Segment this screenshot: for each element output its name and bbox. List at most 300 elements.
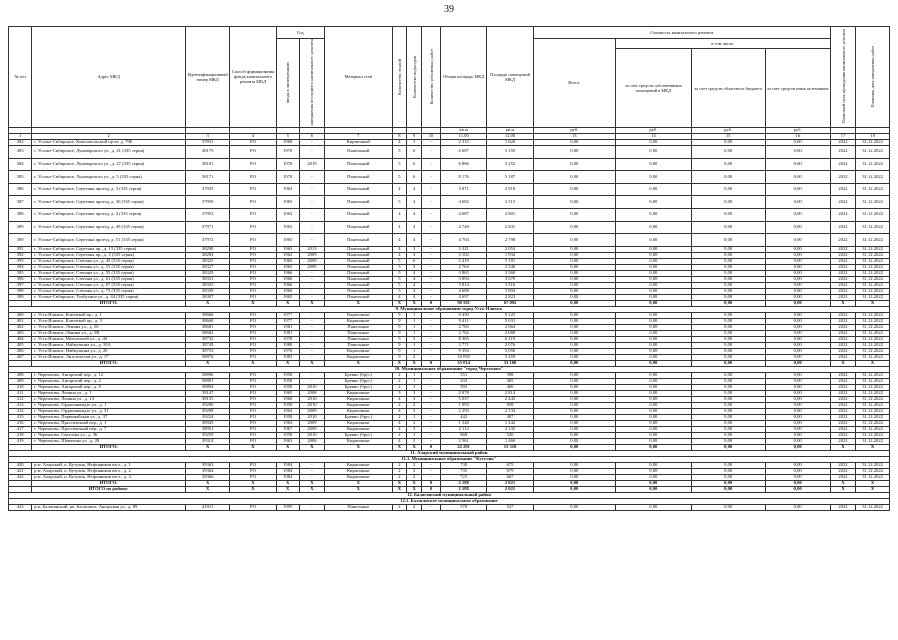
entrances: 4 [407, 183, 422, 196]
fund-method: РО [230, 462, 276, 468]
area-total: 4 748 [440, 221, 486, 234]
mkd-id: 38327 [186, 264, 230, 270]
year-repaired: - [299, 312, 324, 318]
year-repaired: - [299, 145, 324, 158]
plan-year: 2022 [830, 145, 855, 158]
plan-year: 2022 [830, 504, 855, 510]
wall-material: Кирпичные [325, 462, 392, 468]
fund-method: РО [230, 221, 276, 234]
cost-total: 0,00 [533, 378, 615, 384]
row-number: 412 [9, 396, 32, 402]
cost-total: 0,00 [533, 432, 615, 438]
floors: 5 [392, 336, 407, 342]
year-repaired: - [299, 324, 324, 330]
fund-method: РО [230, 330, 276, 336]
repairs-count: - [422, 438, 441, 444]
plan-year: 2022 [830, 234, 855, 247]
area-total: 8 176 [440, 171, 486, 184]
area-living: 679 [487, 468, 533, 474]
area-total: 5 419 [440, 258, 486, 264]
year-repaired: - [299, 318, 324, 324]
plan-end-date: 31.12.2022 [856, 252, 890, 258]
total-mkd-id: X [186, 486, 230, 492]
total-floors: X [392, 486, 407, 492]
repairs-count: - [422, 372, 441, 378]
cost-region: 0,00 [691, 246, 765, 252]
cost-region: 0,00 [691, 276, 765, 282]
plan-year: 2022 [830, 246, 855, 252]
mkd-id: 39200 [186, 402, 230, 408]
cost-other: 0,00 [765, 420, 830, 426]
total-fund-method: X [230, 360, 276, 366]
cost-other: 0,00 [765, 158, 830, 171]
area-total: 2 764 [440, 264, 486, 270]
repairs-count: - [422, 171, 441, 184]
area-total: 8 365 [440, 336, 486, 342]
year-built: 1980 [276, 342, 299, 348]
repairs-count: - [422, 474, 441, 480]
area-living: 3 516 [487, 282, 533, 288]
plan-end-date: 31.12.2022 [856, 426, 890, 432]
repairs-count: - [422, 312, 441, 318]
column-number: 1 [9, 133, 32, 139]
area-total: 9 411 [440, 318, 486, 324]
cost-region: 0,00 [691, 171, 765, 184]
cost-total: 0,00 [533, 288, 615, 294]
repairs-count: - [422, 196, 441, 209]
cost-own: 0,00 [615, 354, 691, 360]
table-body [9, 139, 890, 510]
total-plan-year: X [830, 480, 855, 486]
area-total: 3 814 [440, 282, 486, 288]
cost-other: 0,00 [765, 264, 830, 270]
entrances: 4 [407, 282, 422, 288]
header-year-repair: завершения последнего капитального ремонта [299, 39, 324, 128]
total-plan-year: X [830, 360, 855, 366]
cost-other: 0,00 [765, 390, 830, 396]
wall-material: Панельный [325, 294, 392, 300]
year-repaired: - [299, 348, 324, 354]
area-total: 868 [440, 432, 486, 438]
plan-end-date: 31.12.2022 [856, 432, 890, 438]
total-address: ИТОГО: [32, 444, 186, 450]
row-number: 385 [9, 171, 32, 184]
address: г. Черемхово, Орджоникидзе ул., д. 1 [32, 402, 186, 408]
fund-method: РО [230, 426, 276, 432]
total-year-repaired: X [299, 444, 324, 450]
column-number: 16 [765, 133, 830, 139]
wall-material: Кирпичные [325, 420, 392, 426]
floors: 5 [392, 171, 407, 184]
total-area-living: 2 021 [487, 486, 533, 492]
floors: 4 [392, 208, 407, 221]
area-living: 675 [487, 462, 533, 468]
address: г. Усолье-Сибирское, Степана ул., д. 51 (335 серия) [32, 264, 186, 270]
cost-total: 0,00 [533, 372, 615, 378]
header-year-build: ввода в эксплуатацию [276, 39, 299, 128]
cost-region: 0,00 [691, 282, 765, 288]
cost-total: 0,00 [533, 139, 615, 145]
year-repaired: - [299, 336, 324, 342]
fund-method: РО [230, 378, 276, 384]
total-mkd-id: X [186, 360, 230, 366]
area-total: 4 682 [440, 196, 486, 209]
year-built: 1966 [276, 282, 299, 288]
cost-other: 0,00 [765, 408, 830, 414]
cost-other: 0,00 [765, 276, 830, 282]
fund-method: РО [230, 270, 276, 276]
cost-other: 0,00 [765, 270, 830, 276]
plan-year: 2022 [830, 183, 855, 196]
plan-end-date: 31.12.2022 [856, 196, 890, 209]
area-total: 3 894 [440, 276, 486, 282]
year-repaired: - [299, 221, 324, 234]
fund-method: РО [230, 408, 276, 414]
cost-region: 0,00 [691, 378, 765, 384]
year-built: 1977 [276, 318, 299, 324]
cost-own: 0,00 [615, 408, 691, 414]
mkd-id: 38181 [186, 158, 230, 171]
total-wall-material: X [325, 480, 392, 486]
address: г. Усть-Илимск, Ленина ул., д. 5В [32, 330, 186, 336]
year-repaired: 2009 [299, 420, 324, 426]
cost-other: 0,00 [765, 145, 830, 158]
cost-total: 0,00 [533, 258, 615, 264]
address: г. Усолье-Сибирское, Степана ул., д. 67 (335 серия) [32, 282, 186, 288]
year-repaired: 2010 [299, 432, 324, 438]
cost-region: 0,00 [691, 196, 765, 209]
fund-method: РО [230, 171, 276, 184]
repairs-count: - [422, 258, 441, 264]
address: г. Усолье-Сибирское, Серегина пр., д. 13 (335 серия) [32, 246, 186, 252]
mkd-id: 38339 [186, 288, 230, 294]
entrances: 6 [407, 171, 422, 184]
total-area-total: 2 188 [440, 480, 486, 486]
row-number: 398 [9, 288, 32, 294]
year-built: 1983 [276, 354, 299, 360]
total-cost-total: 0,00 [533, 444, 615, 450]
area-living: 3 560 [487, 270, 533, 276]
year-repaired: - [299, 276, 324, 282]
total-plan-end-date: X [856, 300, 890, 306]
total-cost-total: 0,00 [533, 480, 615, 486]
address: г. Усолье-Сибирское, Серегина проезд, д. 49 (335 серия) [32, 221, 186, 234]
year-built: 1965 [276, 390, 299, 396]
cost-total: 0,00 [533, 342, 615, 348]
cost-own: 0,00 [615, 438, 691, 444]
column-number: 17 [830, 133, 855, 139]
total-cost-other: 0,00 [765, 300, 830, 306]
year-built: 1967 [276, 426, 299, 432]
entrances: 1 [407, 312, 422, 318]
mkd-id: 39208 [186, 408, 230, 414]
cost-total: 0,00 [533, 462, 615, 468]
wall-material: Кирпичный [325, 139, 392, 145]
plan-year: 2022 [830, 462, 855, 468]
mkd-id: 37953 [186, 208, 230, 221]
plan-end-date: 31.12.2022 [856, 402, 890, 408]
year-built: 1981 [276, 330, 299, 336]
year-built: 1963 [276, 438, 299, 444]
address: г. Черемхово, Проспектный пер., д. 1 [32, 420, 186, 426]
total-year-built: X [276, 300, 299, 306]
year-built: 1968 [276, 139, 299, 145]
plan-year: 2022 [830, 354, 855, 360]
cost-other: 0,00 [765, 474, 830, 480]
area-living: 406 [487, 384, 533, 390]
fund-method: РО [230, 234, 276, 247]
repairs-count: - [422, 246, 441, 252]
header-cost-sub: в том числе: [615, 39, 830, 49]
row-number: 419 [9, 438, 32, 444]
total-entrances: X [407, 480, 422, 486]
repairs-count: - [422, 390, 441, 396]
area-living: 5 252 [487, 158, 533, 171]
plan-end-date: 31.12.2022 [856, 408, 890, 414]
cost-own: 0,00 [615, 330, 691, 336]
repairs-count: - [422, 432, 441, 438]
area-total: 3 102 [440, 252, 486, 258]
year-built: 1965 [276, 196, 299, 209]
plan-end-date: 31.12.2022 [856, 158, 890, 171]
row-number: 414 [9, 408, 32, 414]
cost-own: 0,00 [615, 420, 691, 426]
plan-end-date: 31.12.2022 [856, 384, 890, 390]
address: г. Черемхово, Ленина ул., д. 13 [32, 396, 186, 402]
cost-total: 0,00 [533, 318, 615, 324]
wall-material: Кирпичные [325, 348, 392, 354]
cost-own: 0,00 [615, 342, 691, 348]
wall-material: Бревно (брус) [325, 384, 392, 390]
mkd-id: 38896 [186, 372, 230, 378]
cost-own: 0,00 [615, 474, 691, 480]
plan-year: 2022 [830, 336, 855, 342]
cost-own: 0,00 [615, 312, 691, 318]
wall-material: Панельный [325, 158, 392, 171]
floors: 2 [392, 474, 407, 480]
address: г. Черемхово, Шевченко ул., д. 28 [32, 438, 186, 444]
area-living: 527 [487, 504, 533, 510]
table-row [9, 171, 890, 184]
plan-end-date: 31.12.2022 [856, 208, 890, 221]
wall-material: Кирпичные [325, 408, 392, 414]
fund-method: РО [230, 208, 276, 221]
mkd-id: 38397 [186, 294, 230, 300]
fund-method: РО [230, 336, 276, 342]
address: г. Усть-Илимск, Энтузиастов ул., д. 17 [32, 354, 186, 360]
floors: 5 [392, 196, 407, 209]
floors: 4 [392, 438, 407, 444]
cost-region: 0,00 [691, 504, 765, 510]
cost-region: 0,00 [691, 183, 765, 196]
header-floors: Количество этажей [392, 27, 407, 128]
area-living: 2 076 [487, 342, 533, 348]
total-area-living: 2 021 [487, 480, 533, 486]
fund-method: РО [230, 474, 276, 480]
entrances: 4 [407, 208, 422, 221]
entrances: 1 [407, 342, 422, 348]
header-repairs-count: Количество ремонтных работ [422, 27, 441, 128]
total-repairs-count: 0 [422, 480, 441, 486]
plan-year: 2022 [830, 258, 855, 264]
cost-own: 0,00 [615, 504, 691, 510]
cost-other: 0,00 [765, 354, 830, 360]
area-total: 3 321 [440, 246, 486, 252]
cost-total: 0,00 [533, 282, 615, 288]
fund-method: РО [230, 258, 276, 264]
cost-total: 0,00 [533, 234, 615, 247]
cost-total: 0,00 [533, 438, 615, 444]
year-built: 1962 [276, 208, 299, 221]
mkd-id: 37972 [186, 234, 230, 247]
area-living: 5 031 [487, 318, 533, 324]
total-cost-other: 0,00 [765, 444, 830, 450]
mkd-id: 37971 [186, 221, 230, 234]
total-floors: X [392, 360, 407, 366]
cost-total: 0,00 [533, 145, 615, 158]
year-repaired: - [299, 354, 324, 360]
address: г. Усть-Илимск, Ключевой пр., д. 1 [32, 312, 186, 318]
repairs-count: - [422, 282, 441, 288]
plan-end-date: 31.12.2022 [856, 354, 890, 360]
entrances: 6 [407, 145, 422, 158]
fund-method: РО [230, 384, 276, 390]
year-built: 1981 [276, 324, 299, 330]
cost-region: 0,00 [691, 462, 765, 468]
total-year-repaired: X [299, 480, 324, 486]
row-number: 406 [9, 348, 32, 354]
fund-method: РО [230, 438, 276, 444]
area-total: 570 [440, 504, 486, 510]
column-number: 6 [299, 133, 324, 139]
cost-own: 0,00 [615, 270, 691, 276]
year-built: 1962 [276, 252, 299, 258]
total-floors: X [392, 444, 407, 450]
cost-total: 0,00 [533, 276, 615, 282]
cost-total: 0,00 [533, 183, 615, 196]
cost-region: 0,00 [691, 408, 765, 414]
fund-method: РО [230, 288, 276, 294]
wall-material: Панельный [325, 276, 392, 282]
cost-region: 0,00 [691, 294, 765, 300]
area-living: 405 [487, 378, 533, 384]
address: г. Черемхово, Орджоникидзе ул., д. 31 [32, 408, 186, 414]
entrances: 2 [407, 402, 422, 408]
row-number: 388 [9, 208, 32, 221]
address: г. Усолье-Сибирское, Луначарского ул., д. 5 (335 серия) [32, 171, 186, 184]
plan-end-date: 31.12.2022 [856, 288, 890, 294]
repairs-count: - [422, 426, 441, 432]
year-repaired: 2019 [299, 158, 324, 171]
cost-other: 0,00 [765, 414, 830, 420]
total-area-total: 55 014 [440, 360, 486, 366]
fund-method: РО [230, 396, 276, 402]
plan-year: 2022 [830, 158, 855, 171]
unit-cost-other: руб. [765, 127, 830, 133]
wall-material: Панельный [325, 221, 392, 234]
cost-total: 0,00 [533, 270, 615, 276]
area-living: 2 540 [487, 264, 533, 270]
entrances: 4 [407, 288, 422, 294]
header-address: Адрес МКД [32, 27, 186, 128]
plan-end-date: 31.12.2022 [856, 468, 890, 474]
row-number: 405 [9, 342, 32, 348]
cost-total: 0,00 [533, 384, 615, 390]
section-heading: 12.1. Балаганское муниципальное образование [9, 498, 890, 504]
column-number: 5 [276, 133, 299, 139]
fund-method: РО [230, 342, 276, 348]
plan-year: 2022 [830, 414, 855, 420]
cost-total: 0,00 [533, 414, 615, 420]
address: г. Черемхово, Ленина ул., д. 1 [32, 390, 186, 396]
cost-total: 0,00 [533, 208, 615, 221]
column-number: 3 [186, 133, 230, 139]
address: г. Черемхово, Первомайская ул., д. 37 [32, 414, 186, 420]
area-living: 2 134 [487, 408, 533, 414]
total-wall-material: X [325, 444, 392, 450]
area-living: 2 080 [487, 330, 533, 336]
floors: 2 [392, 432, 407, 438]
plan-year: 2022 [830, 378, 855, 384]
fund-method: РО [230, 139, 276, 145]
wall-material: Панельные [325, 504, 392, 510]
area-total: 4 871 [440, 183, 486, 196]
area-total: 9 450 [440, 312, 486, 318]
plan-year: 2022 [830, 408, 855, 414]
column-number: 7 [325, 133, 392, 139]
mkd-id: 39363 [186, 462, 230, 468]
area-living: 5 056 [487, 348, 533, 354]
wall-material: Кирпичные [325, 474, 392, 480]
mkd-id: 38284 [186, 252, 230, 258]
total-area-living: 15 310 [487, 444, 533, 450]
cost-other: 0,00 [765, 468, 830, 474]
total-cost-other: 0,00 [765, 486, 830, 492]
floors: 9 [392, 330, 407, 336]
year-built: 1984 [276, 462, 299, 468]
area-total: 2 765 [440, 324, 486, 330]
year-built: 1963 [276, 183, 299, 196]
plan-year: 2022 [830, 264, 855, 270]
cost-total: 0,00 [533, 354, 615, 360]
row-number: 386 [9, 183, 32, 196]
cost-total: 0,00 [533, 474, 615, 480]
cost-region: 0,00 [691, 258, 765, 264]
header-cost-region: за счет средств областного бюджета [691, 49, 765, 128]
address: г. Усолье-Сибирское, Степана ул., д. 61 (335 серия) [32, 276, 186, 282]
area-living: 667 [487, 474, 533, 480]
wall-material: Кирпичные [325, 438, 392, 444]
plan-year: 2022 [830, 252, 855, 258]
entrances: 2 [407, 474, 422, 480]
year-built: 1964 [276, 408, 299, 414]
total-repairs-count: 0 [422, 486, 441, 492]
floors: 2 [392, 504, 407, 510]
year-built: 1966 [276, 288, 299, 294]
floors: 3 [392, 390, 407, 396]
entrances: 3 [407, 252, 422, 258]
area-living: 2 841 [487, 221, 533, 234]
floors: 2 [392, 378, 407, 384]
mkd-id: 39366 [186, 474, 230, 480]
year-built: 1958 [276, 414, 299, 420]
cost-other: 0,00 [765, 288, 830, 294]
wall-material: Бревно (брус) [325, 414, 392, 420]
address: г. Усолье-Сибирское, Степана ул., д. 45 (335 серия) [32, 258, 186, 264]
total-wall-material: X [325, 486, 392, 492]
area-total: 3 865 [440, 270, 486, 276]
entrances: 4 [407, 196, 422, 209]
